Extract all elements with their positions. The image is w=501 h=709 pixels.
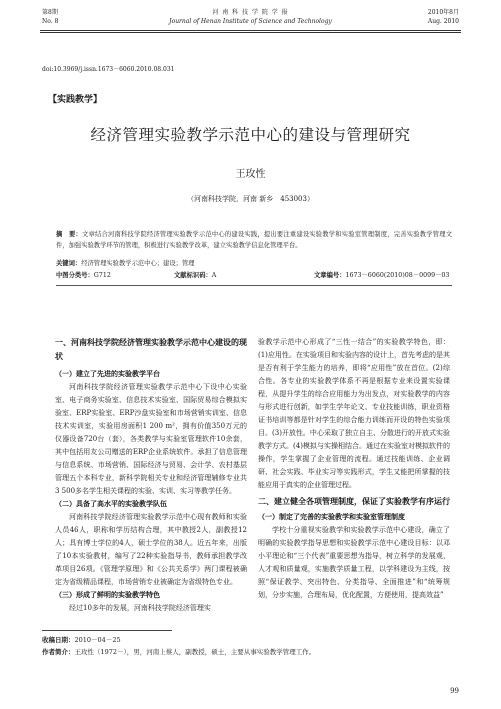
- section-1-sub-1-heading: （一）建立了先进的实验教学平台: [55, 370, 160, 378]
- footnote-received: [42, 634, 462, 646]
- keywords-label: 关键词：: [56, 260, 82, 267]
- header-issue-en: No. 8: [42, 18, 59, 25]
- abstract-text: 文章结合河南科技学院经济管理实验教学示范中心的建设实践，提出要注重建设实验教学和实验室管理制度，完善实验教学管理文件，加强实验教学环节的管理，积极进行实验教学改革，建立实验教学信息化管理平台。: [56, 231, 453, 249]
- doi: doi:10.3969/j.issn.1673－6060.2010.08.031: [42, 66, 175, 73]
- section-2-sub-1-heading: （一）制定了完善的实验教学和实验室管理制度: [258, 513, 405, 521]
- abstract: [56, 229, 452, 251]
- abstract-label: 摘 要：: [56, 231, 82, 238]
- doc-code-label: 文献标识码：: [174, 272, 212, 279]
- article-no: 1673－6060(2010)08－0099－03: [345, 272, 450, 279]
- page-number: 99: [450, 687, 459, 695]
- section-2-sub-1-paragraph: 学校十分重视实验教学和实验教学示范中心建设，确立了明确的实验教学指导思想和实验教学示范中心建设目标：以邓小平理论和“三个代表”重要思想为指导，树立科学的发展观，人才观和质量观，实施教学质量工程，以学科建设为主线，按照“保证教学、突出特色、分类指导、全面推进”和“统筹规划，分步实施，合理布局，优化配置，方便使用，提高效益”: [258, 526, 450, 599]
- author: 王玫性: [235, 169, 266, 180]
- section-1-sub-3-heading: （三）形成了鲜明的实验教学特色: [55, 591, 160, 599]
- left-column: [55, 336, 247, 615]
- author-info-label: 作者简介：: [42, 648, 75, 656]
- page-title: 经济管理实验教学示范中心的建设与管理研究: [90, 126, 411, 144]
- received-date: 2010－04－25: [74, 636, 121, 644]
- header-issue-cn: 第8期: [42, 9, 58, 16]
- doc-code-group: [174, 270, 216, 281]
- affiliation: （河南科技学院，河南 新乡 453003）: [187, 195, 314, 203]
- clc-group: [56, 270, 111, 281]
- footnote-author: [42, 646, 462, 658]
- section-1-sub-3-paragraph: 经过10多年的发展，河南科技学院经济管理实: [69, 604, 211, 612]
- header-date-cn: 2010年8月: [427, 9, 459, 16]
- section-1-heading: 一、河南科技学院经济管理实验教学示范中心建设的现状: [55, 338, 247, 361]
- keywords-line: [56, 258, 452, 269]
- doc-code: A: [211, 272, 217, 279]
- clc-label: 中图分类号：: [56, 272, 94, 279]
- article-no-group: [314, 270, 449, 281]
- section-1-sub-2-paragraph: 河南科技学院经济管理实验教学示范中心现有教师和实验人员46人，职称和学历结构合理，其中教授2人，副教授12人；具有博士学位的4人，硕士学位的38人。近五年来，出版了10本实验教材，编写了22种实验指导书，教师承担教学改革项目26项。《管理学原理》和《公共关系学》两门课程被确定为省级精品课程，市场营销专业被确定为省级特色专业。: [55, 513, 247, 586]
- received-label: 收稿日期：: [42, 636, 75, 644]
- author-info: 王玫性（1972－），男，河南上蔡人，副教授，硕士，主要从事实验教学管理工作。: [74, 648, 316, 656]
- header-rule: [40, 30, 461, 31]
- abstract-rule: [56, 285, 452, 286]
- right-paragraph-1: 验教学示范中心形成了“三性一结合”的实验教学特色，即：(1)应用性。在实验项目和实验内容的设计上，首先考虑的是其是否有利于学生能力的培养，即将“应用性”放在首位。(2)综合性。各专业的实验教学体系不再是根据专业来设置实验课程，从提升学生的综合应用能力为出发点，对实验教学的内容与形式进行创新，如学生学年论文、专业技能训练，职业资格证书培训等都是针对学生的综合能力训练而开设的特色实验项目。(3)开放性。中心采取了独立自主、分散进行的开放式实验教学方式。(4)模拟与实操相结合。通过在实验室对模拟软件的操作，学生掌握了企业管理的流程。通过技能训练、企业调研、社会实践、毕业实习等实践形式，学生又能把所掌握的技能应用于真实的企业管理过程。: [258, 338, 450, 489]
- section-2-heading: 二、建立健全各项管理制度，保证了实验教学有序运行: [258, 497, 450, 506]
- section-1-sub-1-paragraph: 河南科技学院经济管理实验教学示范中心下设中心实验室、电子商务实验室、信息技术实验室、国际贸易综合模拟实验室、ERP实验室、ERP沙盘实验室和市场营销实训室、信息技术实训室，实验用房面积1 200 m²，拥有价值350万元的仪器设备720台（套），各类教学与实验室管理软件10余套，其中包括用友公司赠送的ERP企业系统软件。承担了信息管理与信息系统、市场营销、国际经济与贸易、会计学、农村基层管理五个本科专业，新科学院相关专业和经济管理辅修专业共3 500多名学生相关课程的实验、实训、实习等教学任务。: [55, 383, 247, 495]
- section-1-sub-2-heading: （二）具备了高水平的实验教学队伍: [55, 500, 167, 508]
- column-tag: 【实践教学】: [48, 95, 103, 105]
- footnote-rule: [42, 630, 172, 631]
- clc: G712: [93, 272, 111, 279]
- article-no-label: 文章编号：: [314, 272, 346, 279]
- header-rule-thin: [40, 32, 461, 33]
- header-journal-en: Journal of Henan Institute of Science and Technology: [169, 18, 332, 25]
- right-column: [258, 336, 450, 602]
- keywords: 经济管理实验教学示范中心；建设；管理: [81, 260, 195, 267]
- header-journal-cn: 河 南 科 技 学 院 学 报: [212, 9, 289, 16]
- header-date-en: Aug. 2010: [427, 18, 459, 25]
